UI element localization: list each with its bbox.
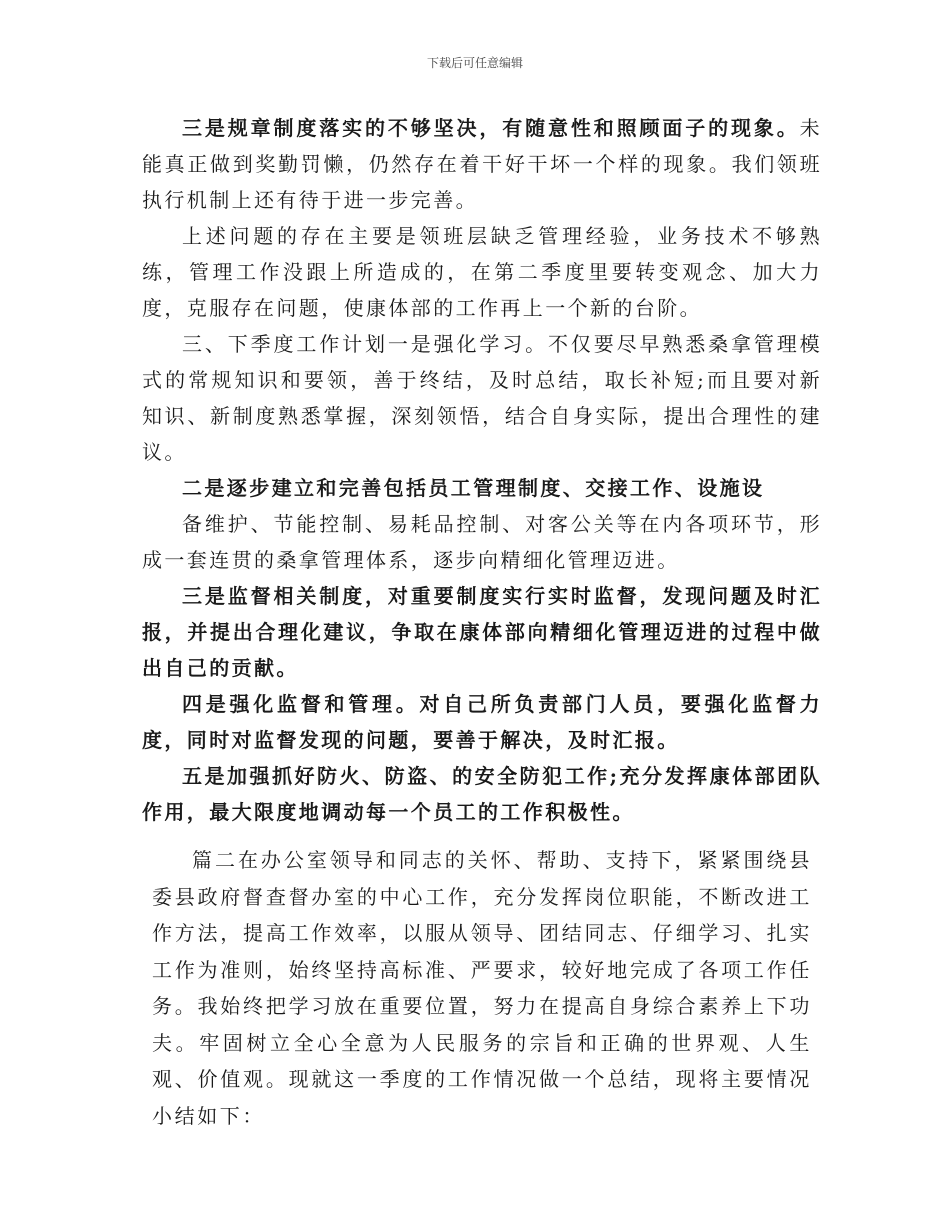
- paragraph-fire-safety: 五是加强抓好防火、防盗、的安全防犯工作;充分发挥康体部团队作用，最大限度地调动每一个员工的工作积极性。: [142, 764, 822, 824]
- paragraph-next-quarter-plan: 三、下季度工作计划一是强化学习。不仅要尽早熟悉桑拿管理模式的常规知识和要领，善于终结，及时总结，取长补短;而且要对新知识、新制度熟悉掌握，深刻领悟，结合自身实际，提出合理性的建议。: [142, 332, 822, 464]
- paragraph-problem-causes: 上述问题的存在主要是领班层缺乏管理经验，业务技术不够熟练，管理工作没跟上所造成的，在第二季度里要转变观念、加大力度，克服存在问题，使康体部的工作再上一个新的台阶。: [142, 224, 822, 320]
- paragraph-supervision: 三是监督相关制度，对重要制度实行实时监督，发现问题及时汇报，并提出合理化建议，争取在康体部向精细化管理迈进的过程中做出自己的贡献。: [142, 584, 822, 680]
- page-header: 下载后可任意编辑: [426, 56, 523, 70]
- paragraph-lead-bold: 三是规章制度落实的不够坚决，有随意性和照顾面子的现象。: [182, 116, 800, 140]
- section-title-management-system: 二是逐步建立和完善包括员工管理制度、交接工作、设施设: [182, 476, 765, 500]
- paragraph-rules-enforcement: [142, 110, 822, 218]
- paragraph-part-two-summary: 篇二在办公室领导和同志的关怀、帮助、支持下，紧紧围绕县委县政府督查督办室的中心工作，充分发挥岗位职能，不断改进工作方法，提高工作效率，以服从领导、团结同志、仔细学习、扎实工作为准则，始终坚持高标准、严要求，较好地完成了各项工作任务。我始终把学习放在重要位置，努力在提高自身综合素养上下功夫。牢固树立全心全意为人民服务的宗旨和正确的世界观、人生观、价值观。现就这一季度的工作情况做一个总结，现将主要情况小结如下：: [152, 848, 812, 1128]
- paragraph-management-system: 备维护、节能控制、易耗品控制、对客公关等在内各项环节，形成一套连贯的桑拿管理体系，逐步向精细化管理迈进。: [142, 512, 822, 572]
- document-body: [142, 110, 822, 1154]
- paragraph-body: 未能真正做到奖勤罚懒，仍然存在着干好干坏一个样的现象。我们领班执行机制上还有待于进一步完善。: [142, 116, 822, 212]
- paragraph-strengthen-management: 四是强化监督和管理。对自己所负责部门人员，要强化监督力度，同时对监督发现的问题，要善于解决，及时汇报。: [142, 692, 822, 752]
